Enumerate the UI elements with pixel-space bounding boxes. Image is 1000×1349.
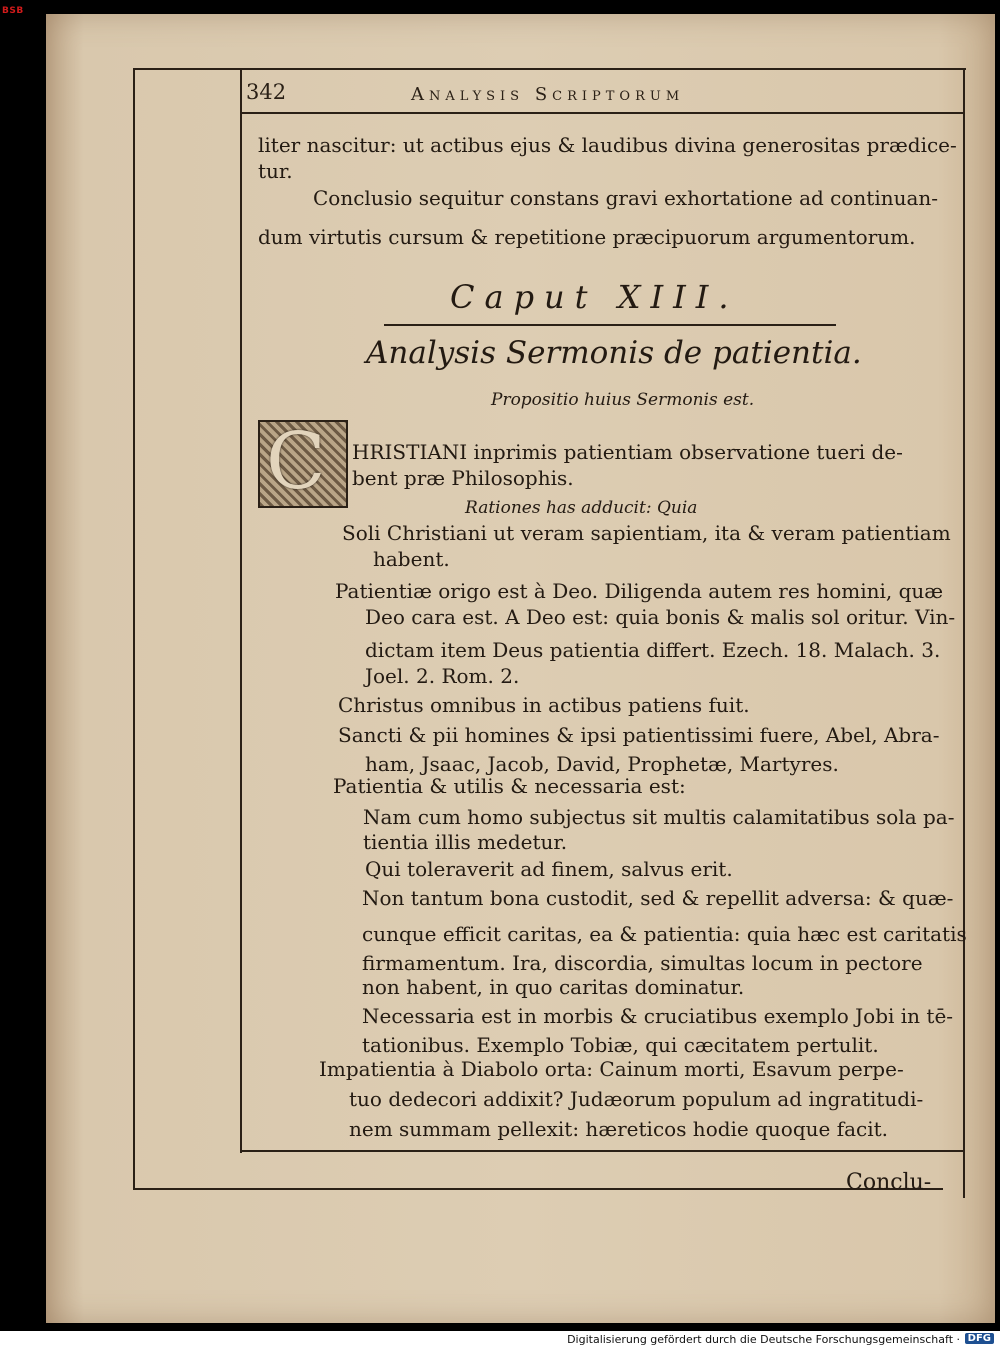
text-line: dum virtutis cursum & repetitione præcipuorum argumentorum.: [258, 225, 916, 249]
text-line: HRISTIANI inprimis patientiam observatione tueri de-: [352, 440, 903, 464]
text-bottom-rule: [240, 1150, 965, 1152]
text-line: Sancti & pii homines & ipsi patientissimi fuere, Abel, Abra-: [338, 723, 940, 747]
text-line: tur.: [258, 159, 293, 183]
chapter-rule: [384, 324, 836, 326]
chapter-title: Analysis Sermonis de patientia.: [366, 335, 862, 371]
text-line: non habent, in quo caritas dominatur.: [362, 975, 745, 999]
text-line: Deo cara est. A Deo est: quia bonis & malis sol oritur. Vin-: [365, 605, 956, 629]
text-line: tientia illis medetur.: [363, 830, 568, 854]
text-line: Patientia & utilis & necessaria est:: [333, 774, 686, 798]
footer-bar: [0, 1331, 1000, 1349]
text-line: tuo dedecori addixit? Judæorum populum ad ingratitudi-: [349, 1087, 924, 1111]
text-line: Joel. 2. Rom. 2.: [365, 664, 520, 688]
text-line: Impatientia à Diabolo orta: Cainum morti, Esavum perpe-: [319, 1057, 904, 1081]
top-rule: [133, 68, 966, 70]
decorated-initial: [258, 417, 348, 508]
text-line: Patientiæ origo est à Deo. Diligenda autem res homini, quæ: [335, 579, 944, 603]
funding-credit: Digitalisierung gefördert durch die Deutsche Forschungsgemeinschaft ·: [567, 1333, 960, 1346]
right-rule: [963, 68, 965, 1198]
text-line: Soli Christiani ut veram sapientiam, ita & veram patientiam: [342, 521, 951, 545]
text-line: Necessaria est in morbis & cruciatibus exemplo Jobi in tē-: [362, 1004, 954, 1028]
header-rule: [240, 112, 965, 114]
running-header: [246, 80, 966, 110]
library-watermark: BSB: [2, 6, 24, 16]
text-line: Conclusio sequitur constans gravi exhortatione ad continuan-: [313, 186, 939, 210]
text-line: dictam item Deus patientia differt. Ezech. 18. Malach. 3.: [365, 638, 941, 662]
rationes-label: Rationes has adducit: Quia: [465, 498, 698, 518]
catchword: Conclu-: [846, 1170, 932, 1195]
text-line: Qui toleraverit ad finem, salvus erit.: [365, 857, 733, 881]
proposition-subtitle: Propositio huius Sermonis est.: [491, 390, 755, 410]
text-line: Christus omnibus in actibus patiens fuit.: [338, 693, 750, 717]
running-title: Analysis Scriptorum: [411, 84, 685, 105]
dfg-logo: DFG: [965, 1333, 994, 1344]
text-line: nem summam pellexit: hæreticos hodie quoque facit.: [349, 1117, 889, 1141]
text-line: habent.: [373, 547, 450, 571]
text-line: tationibus. Exemplo Tobiæ, qui cæcitatem pertulit.: [362, 1033, 879, 1057]
left-inner-rule: [240, 68, 242, 1153]
text-line: liter nascitur: ut actibus ejus & laudibus divina generositas prædice-: [258, 133, 957, 157]
page-number: 342: [246, 80, 287, 104]
bottom-rule: [133, 1188, 943, 1190]
text-line: cunque efficit caritas, ea & patientia: quia hæc est caritatis: [362, 922, 967, 946]
text-line: Nam cum homo subjectus sit multis calamitatibus sola pa-: [363, 805, 955, 829]
text-line: ham, Jsaac, Jacob, David, Prophetæ, Martyres.: [365, 752, 839, 776]
text-line: firmamentum. Ira, discordia, simultas locum in pectore: [362, 951, 923, 975]
drop-cap-letter: C: [266, 417, 326, 507]
text-line: Non tantum bona custodit, sed & repellit adversa: & quæ-: [362, 886, 954, 910]
text-line: bent præ Philosophis.: [352, 466, 574, 490]
left-outer-rule: [133, 68, 135, 1190]
chapter-heading: Caput XIII.: [450, 278, 739, 316]
